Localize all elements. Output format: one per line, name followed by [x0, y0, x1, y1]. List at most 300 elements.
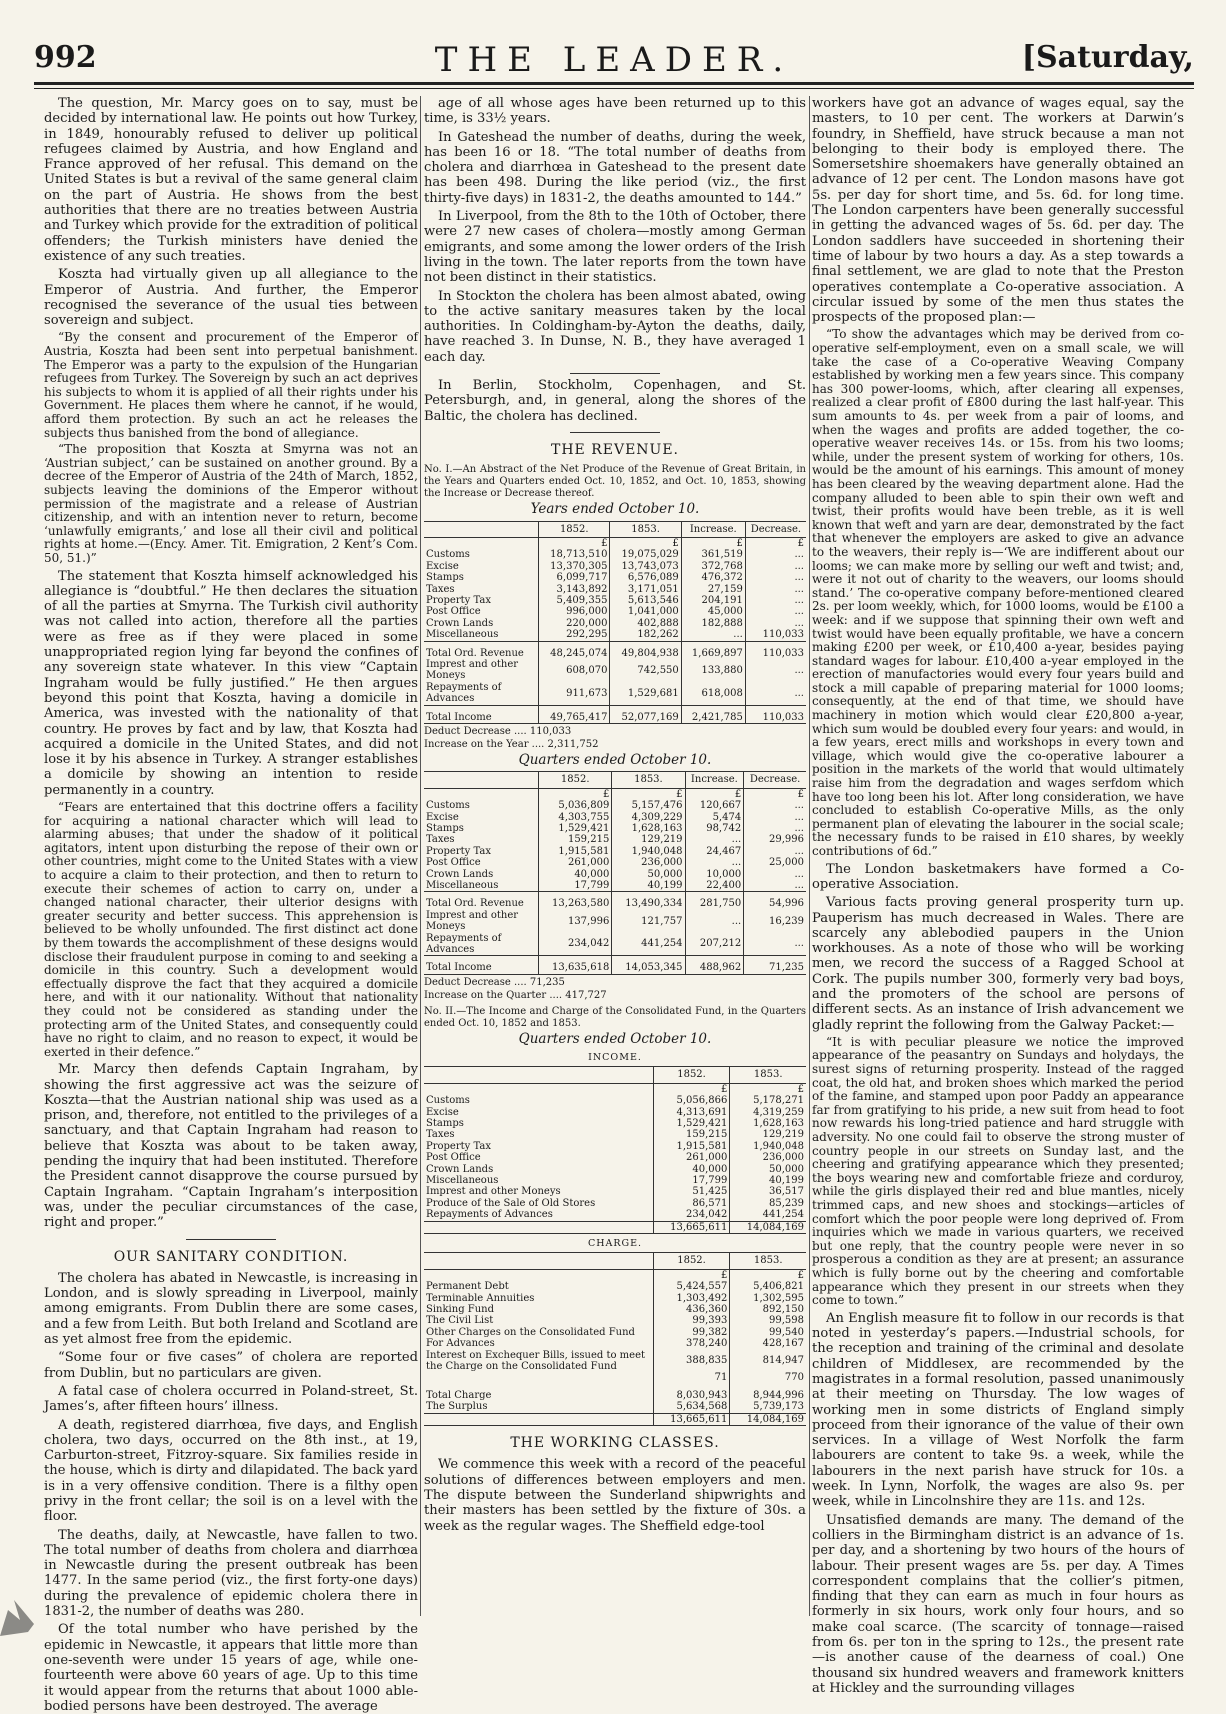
table-body	[424, 788, 806, 974]
section-rule	[570, 432, 660, 433]
quotation: “The proposition that Koszta at Smyrna was not an ‘Austrian subject,’ can be sustained on another ground. By a decree of the Emperor of Austria of the 24th of March, 1852, subjects leaving the dominions of the Emperor without permission of the magistrate and a release of Austrian citizenship, and with an intention never to return, become ‘unlawfully emigrants,’ and lose all their civil and political rights at home.—(Ency. Amer. Tit. Emigration, 2 Kent’s Com. 50, 51.)”	[44, 442, 418, 565]
table-section-label: CHARGE.	[587, 1238, 643, 1250]
table-cell: 261,000	[539, 857, 612, 868]
table-cell: 236,000	[730, 1152, 806, 1163]
table-cell: 13,490,334	[612, 892, 685, 910]
table-cell: ...	[744, 869, 806, 880]
table-header: 1852.	[539, 772, 612, 788]
total-line: Deduct Decrease .... 71,235	[424, 976, 565, 988]
paragraph: The deaths, daily, at Newcastle, have fallen to two. The total number of deaths from cholera and diarrhœa in Newcastle during the present outbreak has been 1477. In the same period (viz., the first forty-one days) during the prevalence of epidemic cholera there in 1831-2, the number of deaths was 280.	[44, 1527, 418, 1620]
row-label: Taxes	[426, 1129, 455, 1141]
table-cell: 13,263,580	[539, 892, 612, 910]
column-1	[44, 96, 418, 1714]
table-cell: 4,309,229	[612, 812, 685, 823]
row-label: Other Charges on the Consolidated Fund	[426, 1326, 635, 1338]
table-subtitle: Quarters ended October 10.	[518, 1030, 712, 1047]
row-label: Permanent Debt	[426, 1281, 509, 1293]
table-row	[424, 618, 806, 629]
section-heading-working-classes: THE WORKING CLASSES.	[510, 1435, 720, 1452]
table-row	[424, 1315, 806, 1326]
paragraph: Unsatisfied demands are many. The demand of the colliers in the Birmingham district is an advance of 1s. per day, and a shortening by two hours of the hours of labour. Their present wages are 5s. per day. A Times correspondent complains that the collier’s pitmen, finding that they can earn as much in four hours as formerly in six hours, work only four hours, and so make coal scarce. (The scarcity of tonnage—raised from 6s. per ton in the spring to 12s., the present rate—is another cause of the dearness of coal.) One thousand six hundred weavers and framework knitters at Hickley and the surrounding villages	[812, 1512, 1184, 1696]
row-label: Crown Lands	[426, 617, 494, 629]
row-label: Taxes	[426, 834, 455, 846]
table-cell: 14,084,169	[730, 1413, 806, 1425]
table-cell: 40,199	[730, 1175, 806, 1186]
quotation: “To show the advantages which may be derived from co-operative self-employment, even on a small scale, we will take the case of a Co-operative Weaving Company established by working men a few years since. This company has 300 power-looms, which, after clearing all expenses, realized a clear profit of £800 during the last half-year. This sum amounts to 4s. per week from a pair of looms, and when the wages and profits are added together, the co-operative weaver receives 14s. or 15s. from his two looms; while, under the present system of working for others, 10s. would be the amount of his earnings. This amount of money has been cleared by the weaving department alone. Had the company alluded to been able to spin their own weft and twist, their profits would have been treble, as it is well known that weft and yarn are dear, demonstrated by the fact that whenever the employers are asked to give an advance to the weavers, their reply is—‘We are indifferent about our looms; we can make more by selling our weft and twist; and, were it not out of charity to the weavers, our looms should stand.’ The co-operative company before-mentioned cleared 2s. per loom weekly, which, for 1000 looms, would be £100 a week: and if we suppose that spinning their own weft and twist would have been equally profitable, we have a concern making £200 per week, or £10,400 a-year, besides paying standard wages for labour. £10,400 a-year employed in the erection of manufactories would every four years build and stock a mill capable of preparing material for 1000 looms; consequently, at the end of that time, we should have machinery in motion which would clear £20,800 a-year, which sum would be doubled every four years: and would, in a few years, erect mills and workshops in every town and village, which would give the co-operative labourer a position in the markets of the world that would ultimately raise him from the degradation and wages serfdom which have too long been his lot. After long consideration, we have concluded to establish Co-operative Mills, as the only permanent plan of elevating the labourer in the social scale; the necessary funds to be raised in £10 shares, by weekly contributions of 6d.”	[812, 327, 1184, 859]
row-label	[424, 1083, 653, 1095]
table-cell: 441,254	[730, 1209, 806, 1221]
table-cell: 1,915,581	[539, 846, 612, 857]
table-cell: 6,099,717	[539, 572, 610, 583]
table-cell: ...	[744, 846, 806, 857]
row-label	[424, 1372, 653, 1383]
table-row	[424, 1141, 806, 1152]
table-cell: 129,219	[730, 1129, 806, 1140]
table-cell: 5,634,568	[653, 1401, 730, 1413]
paragraph: Mr. Marcy then defends Captain Ingraham, by showing the first aggressive act was the seizure of Koszta—that the Austrian national ship was used as a prison, and, therefore, not entitled to the privileges of a sanctuary, and that Captain Ingraham had reason to believe that Koszta was about to be taken away, pending the inquiry that had been instituted. Therefore the President cannot disapprove the course pursued by Captain Ingraham. “Captain Ingraham’s interposition was, under the peculiar circumstances of the case, right and proper.”	[44, 1062, 418, 1231]
paragraph: The London basketmakers have formed a Co-operative Association.	[812, 861, 1184, 892]
table-cell: 50,000	[730, 1164, 806, 1175]
table-cell: ...	[745, 561, 806, 572]
paragraph: A death, registered diarrhœa, five days, and English cholera, two days, occurred on the 8th inst., at 19, Carburton-street, Fitzroy-square. Six families reside in the house, which is dirty and dilapidated. The back yard is in a very offensive condition. There is a filthy open privy in the front cellar; the soil is on a level with the floor.	[44, 1417, 418, 1525]
table-cell: 1,940,048	[612, 846, 685, 857]
table-cell: 236,000	[612, 857, 685, 868]
table-cell: 204,191	[681, 595, 745, 606]
table-cell: 1,529,421	[539, 823, 612, 834]
row-label: Interest on Exchequer Bills, issued to meet the Charge on the Consolidated Fund	[426, 1349, 645, 1373]
table-cell: 5,409,355	[539, 595, 610, 606]
table-row	[424, 641, 806, 659]
table-cell: 133,880	[681, 659, 745, 682]
table-row	[424, 1129, 806, 1140]
row-label: Sinking Fund	[426, 1304, 494, 1316]
table-cell: 19,075,029	[610, 549, 681, 560]
row-label: Imprest and other Moneys	[426, 909, 519, 933]
table-header-row	[424, 1067, 806, 1083]
table-row	[424, 823, 806, 834]
table-header: Decrease.	[744, 772, 806, 788]
table-cell: 5,424,557	[653, 1281, 730, 1292]
table-cell: 234,042	[539, 933, 612, 956]
table-cell: 99,598	[730, 1315, 806, 1326]
page-corner-feather	[0, 1580, 60, 1636]
table-cell: 6,576,089	[610, 572, 681, 583]
table-cell: 892,150	[730, 1304, 806, 1315]
table-cell: ...	[744, 880, 806, 892]
table-cell: 4,303,755	[539, 812, 612, 823]
table-cell: 441,254	[612, 933, 685, 956]
row-label	[424, 1269, 653, 1281]
paragraph: An English measure fit to follow in our records is that noted in yesterday’s papers.—Industrial schools, for the reception and training of the criminal and desolate children of Middlesex, are recommended by the magistrates in a formal resolution, passed unanimously at their meeting on Thursday. The low wages of working men in some districts of England simply proceed from their ignorance of the value of their own services. In a village of West Norfolk the farm labourers are content to take 9s. a week, while the labourers in the next parish have struck for 10s. a week. In Lynn, Norfolk, the wages are also 9s. per week, while in Lincolnshire they are 11s. and 12s.	[812, 1310, 1184, 1510]
table-cell: 1,529,421	[653, 1118, 730, 1129]
row-label: Terminable Annuities	[426, 1292, 535, 1304]
row-label: Total Ord. Revenue	[424, 641, 539, 659]
row-label: Produce of the Sale of Old Stores	[426, 1197, 596, 1209]
row-label: Total Ord. Revenue	[424, 892, 539, 910]
row-label: Customs	[426, 1095, 470, 1107]
table-row	[424, 537, 806, 549]
table-cell: 129,219	[612, 834, 685, 845]
table-row	[424, 1186, 806, 1197]
table-cell: 54,996	[744, 892, 806, 910]
table-body	[424, 1269, 806, 1425]
table-cell: ...	[745, 584, 806, 595]
total-value: 71,235	[529, 976, 565, 988]
table-cell: ...	[685, 910, 744, 933]
table-row	[424, 1401, 806, 1413]
paragraph: We commence this week with a record of the peaceful solutions of differences between employers and men. The dispute between the Sunderland shipwrights and their masters has been settled by the fixture of 30s. a week as the regular wages. The Sheffield edge-tool	[424, 1457, 806, 1534]
table-row	[424, 1152, 806, 1163]
paragraph: Various facts proving general prosperity turn up. Pauperism has much decreased in Wales. There are scarcely any ablebodied paupers in the Union workhouses. As a note of those who will be working men, we record the success of a Ragged School at Cork. The pupils number 300, formerly very bad boys, and the promoters of the school are persons of different sects. As an instance of Irish advancement we gladly reprint the following from the Galway Packet:—	[812, 895, 1184, 1033]
table-cell: 16,239	[744, 910, 806, 933]
table-cell: 52,077,169	[610, 705, 681, 723]
page-number: 992	[34, 40, 97, 75]
table-cell: 71,235	[744, 956, 806, 974]
table-cell: 99,540	[730, 1327, 806, 1338]
table-cell: 1,529,681	[610, 682, 681, 705]
paragraph: In Berlin, Stockholm, Copenhagen, and St. Petersburgh, and, in general, along the shores of the Baltic, the cholera has declined.	[424, 378, 806, 424]
table-cell: ...	[745, 595, 806, 606]
section-heading-revenue: THE REVENUE.	[550, 441, 680, 458]
paragraph: A fatal case of cholera occurred in Poland-street, St. James’s, after fifteen hours’ illness.	[44, 1383, 418, 1415]
table-cell: 110,033	[745, 629, 806, 641]
table-row	[424, 800, 806, 811]
table-row	[424, 606, 806, 617]
row-label: Property Tax	[426, 845, 491, 857]
paragraph: In Stockton the cholera has been almost abated, owing to the active sanitary measures taken by the local authorities. In Coldingham-by-Ayton the deaths, daily, have reached 3. In Dunse, N. B., they have averaged 1 each day.	[424, 288, 806, 365]
row-label: Miscellaneous	[426, 1175, 499, 1187]
table-cell: 110,033	[745, 705, 806, 723]
table-cell: 24,467	[685, 846, 744, 857]
table-header	[424, 1253, 653, 1269]
table-row	[424, 1175, 806, 1186]
section-heading-sanitary: OUR SANITARY CONDITION.	[113, 1248, 349, 1265]
table-cell: £	[685, 788, 744, 800]
row-label: Customs	[426, 549, 470, 561]
table-cell: 3,143,892	[539, 584, 610, 595]
table-header: 1853.	[730, 1067, 806, 1083]
column-divider	[809, 96, 810, 1616]
total-value: 2,311,752	[547, 739, 599, 751]
table-header: 1853.	[730, 1253, 806, 1269]
table-cell: ...	[685, 857, 744, 868]
table-cell: £	[744, 788, 806, 800]
table-row	[424, 1350, 806, 1373]
page-header	[34, 40, 1194, 80]
table-row	[424, 1338, 806, 1349]
table-cell: 45,000	[681, 606, 745, 617]
income-table	[424, 1066, 806, 1234]
table-cell: ...	[745, 659, 806, 682]
row-label: Repayments of Advances	[426, 681, 502, 705]
table-cell: 428,167	[730, 1338, 806, 1349]
column-2	[424, 96, 806, 1616]
table-cell: 261,000	[653, 1152, 730, 1163]
table-row	[424, 1118, 806, 1129]
table-cell: 48,245,074	[539, 641, 610, 659]
table-cell: 1,669,897	[681, 641, 745, 659]
table-cell: 488,962	[685, 956, 744, 974]
quotation: “By the consent and procurement of the Emperor of Austria, Koszta had been sent into perpetual banishment. The Emperor was a party to the expulsion of the Hungarian refugees from Turkey. The Sovereign by such an act deprives his subjects to whom it is applied of all their rights under his Government. He places them where he cannot, if he would, afford them protection. By such an act he releases the subjects thus banished from the bond of allegiance.	[44, 330, 418, 440]
table-cell: 86,571	[653, 1198, 730, 1209]
table-cell: 476,372	[681, 572, 745, 583]
table-row	[424, 892, 806, 910]
table-row	[424, 1327, 806, 1338]
table-cell: 17,799	[539, 880, 612, 892]
row-label: Taxes	[426, 583, 455, 595]
row-label: Excise	[426, 560, 459, 572]
table-cell: 5,474	[685, 812, 744, 823]
table-row	[424, 1164, 806, 1175]
table-header: 1853.	[610, 521, 681, 537]
table-cell: 3,171,051	[610, 584, 681, 595]
table-row	[424, 659, 806, 682]
table-header: 1853.	[612, 772, 685, 788]
newspaper-title: THE LEADER.	[434, 40, 794, 80]
table-cell: 8,944,996	[730, 1384, 806, 1401]
table-row	[424, 910, 806, 933]
table-cell: 207,212	[685, 933, 744, 956]
table-header: Decrease.	[745, 521, 806, 537]
table-cell: 71	[653, 1372, 730, 1383]
paragraph: “Some four or five cases” of cholera are reported from Dublin, but no particulars are given.	[44, 1350, 418, 1381]
quotation: “Fears are entertained that this doctrine offers a facility for acquiring a national character which will lead to alarming abuses; that under the shadow of it political agitators, intent upon disturbing the repose of their own or other countries, might come to the United States with a view to acquire a claim to their protection, and then to return to execute their schemes of action to carry on, under a changed national character, their ulterior designs with greater security and better success. This apprehension is believed to be wholly unfounded. The first distinct act done by them towards the accomplishment of these designs would disclose their fraudulent purpose in coming to and seeking a domicile in this country. Such a development would effectually disprove the fact that they acquired a domicile here, and with it our nationality. Without that nationality they could not be considered as standing under the protecting arm of the United States, and consequently could have no right to claim, and no reason to expect, it would be exerted in their defence.”	[44, 800, 418, 1059]
table-cell: £	[745, 537, 806, 549]
table-cell: 5,157,476	[612, 800, 685, 811]
table-cell: ...	[745, 549, 806, 560]
table-cell: ...	[744, 800, 806, 811]
table-cell: 388,835	[653, 1350, 730, 1373]
row-label: Stamps	[426, 822, 464, 834]
table-cell: 1,940,048	[730, 1141, 806, 1152]
table-cell: 814,947	[730, 1350, 806, 1373]
table-cell: 27,159	[681, 584, 745, 595]
table-row	[424, 1413, 806, 1425]
table-cell: 2,421,785	[681, 705, 745, 723]
table-header-row	[424, 1253, 806, 1269]
total-line: Increase on the Quarter .... 417,727	[424, 989, 607, 1001]
table-cell: 120,667	[685, 800, 744, 811]
table-cell: 742,550	[610, 659, 681, 682]
table-cell: 770	[730, 1372, 806, 1383]
header-rule-thick	[34, 82, 1194, 85]
row-label: Stamps	[426, 572, 464, 584]
total-value: 110,033	[529, 726, 572, 738]
column-divider	[420, 96, 421, 1616]
table-cell: 22,400	[685, 880, 744, 892]
table-row	[424, 1095, 806, 1106]
table-header-row	[424, 521, 806, 537]
table-row	[424, 880, 806, 892]
table-cell: 13,370,305	[539, 561, 610, 572]
table-cell: £	[612, 788, 685, 800]
table-cell: 5,739,173	[730, 1401, 806, 1413]
table-cell: ...	[745, 606, 806, 617]
table-cell: 1,628,163	[612, 823, 685, 834]
paragraph: The statement that Koszta himself acknowledged his allegiance is “doubtful.” He then declares the situation of all the parties at Smyrna. The Turkish civil authority was not called into action, therefore all the parties were as free as if they were placed in some unappropriated region lying far beyond the confines of any sovereign state whatever. In this view “Captain Ingraham would be fully justified.” He then argues beyond this point that Koszta, having a domicile in America, was invested with the nationality of that country. He proves by fact and by law, that Koszta had acquired a domicile in the United States, and did not lose it by his absence in Turkey. A stranger establishes a domicile by showing an intention to reside permanently in a country.	[44, 568, 418, 798]
row-label: Customs	[426, 800, 470, 812]
table-row	[424, 846, 806, 857]
table-cell: £	[539, 537, 610, 549]
table-caption: No. I.—An Abstract of the Net Produce of the Revenue of Great Britain, in the Years and Quarters ended Oct. 10, 1852, and Oct. 10, 1853, showing the Increase or Decrease thereof.	[424, 464, 806, 500]
table-cell: 159,215	[539, 834, 612, 845]
table-cell: 8,030,943	[653, 1384, 730, 1401]
column-3	[812, 96, 1184, 1696]
total-label: Increase on the Year	[424, 739, 529, 751]
row-label	[424, 1221, 653, 1233]
row-label	[424, 1413, 653, 1425]
row-label: Imprest and other Moneys	[426, 659, 519, 682]
paragraph: In Gateshead the number of deaths, during the week, has been 16 or 18. “The total number of deaths from cholera and diarrhœa in Gateshead to the present date has been 498. During the like period (viz., the first thirty-five days) in 1831-2, the deaths amounted to 144.”	[424, 129, 806, 206]
table-cell: ...	[744, 823, 806, 834]
total-value: 417,727	[565, 989, 607, 1001]
table-header: Increase.	[681, 521, 745, 537]
table-row	[424, 1107, 806, 1118]
table-cell: 182,888	[681, 618, 745, 629]
table-row	[424, 1083, 806, 1095]
table-cell: 40,199	[612, 880, 685, 892]
table-cell: 14,053,345	[612, 956, 685, 974]
row-label	[424, 537, 539, 549]
table-row	[424, 788, 806, 800]
table-cell: 51,425	[653, 1186, 730, 1197]
table-cell: 618,008	[681, 682, 745, 705]
table-row	[424, 549, 806, 560]
table-cell: 1,303,492	[653, 1293, 730, 1304]
table-header	[424, 1067, 653, 1083]
row-label: Miscellaneous	[426, 879, 499, 891]
table-cell: 40,000	[539, 869, 612, 880]
table-cell: 361,519	[681, 549, 745, 560]
table-cell: 182,262	[610, 629, 681, 641]
table-row	[424, 834, 806, 845]
table-cell: £	[730, 1269, 806, 1281]
table-header: 1852.	[653, 1253, 730, 1269]
table-cell: ...	[744, 812, 806, 823]
table-row	[424, 1198, 806, 1209]
table-cell: 10,000	[685, 869, 744, 880]
table-cell: 5,178,271	[730, 1095, 806, 1106]
table-cell: 5,056,866	[653, 1095, 730, 1106]
table-header-row	[424, 772, 806, 788]
row-label	[424, 788, 539, 800]
table-cell: £	[539, 788, 612, 800]
table-cell: 121,757	[612, 910, 685, 933]
table-row	[424, 1304, 806, 1315]
total-label: Increase on the Quarter	[424, 989, 547, 1001]
total-line: Increase on the Year .... 2,311,752	[424, 739, 599, 751]
table-subtitle: Years ended October 10.	[530, 501, 700, 518]
table-cell: 4,313,691	[653, 1107, 730, 1118]
table-cell: £	[681, 537, 745, 549]
row-label: Total Income	[424, 705, 539, 723]
row-label: Post Office	[426, 606, 481, 618]
section-rule	[186, 1239, 276, 1240]
table-row	[424, 682, 806, 705]
paragraph: The question, Mr. Marcy goes on to say, must be decided by international law. He points out how Turkey, in 1849, honourably refused to deliver up political refugees claimed by Austria, and how England and France approved of her refusal. This demand on the United States is but a revival of the same general claim on the part of Austria. He shows from the best authorities that there are no treaties between Austria and Turkey which provide for the extradition of political offenders; the Turkish ministers have denied the existence of any such treaties.	[44, 96, 418, 264]
row-label: The Surplus	[426, 1401, 488, 1413]
row-label: Repayments of Advances	[426, 932, 502, 956]
table-row	[424, 956, 806, 974]
table-cell: 372,768	[681, 561, 745, 572]
table-cell: 5,036,809	[539, 800, 612, 811]
row-label: Imprest and other Moneys	[426, 1186, 561, 1198]
table-row	[424, 561, 806, 572]
table-cell: 4,319,259	[730, 1107, 806, 1118]
table-header: 1852.	[653, 1067, 730, 1083]
total-label: Deduct Decrease	[424, 726, 511, 738]
table-row	[424, 705, 806, 723]
table-cell: ...	[745, 618, 806, 629]
total-label: Deduct Decrease	[424, 976, 511, 988]
row-label: Post Office	[426, 857, 481, 869]
table-cell: 281,750	[685, 892, 744, 910]
paragraph: In Liverpool, from the 8th to the 10th of October, there were 27 new cases of cholera—mostly among German emigrants, and some among the lower orders of the Irish living in the town. The later reports from the town have not been distinct in their statistics.	[424, 209, 806, 286]
table-subtitle: Quarters ended October 10.	[518, 752, 712, 769]
table-cell: 85,239	[730, 1198, 806, 1209]
table-cell: 13,665,611	[653, 1221, 730, 1233]
table-cell: 13,665,611	[653, 1413, 730, 1425]
table-row	[424, 812, 806, 823]
row-label: Crown Lands	[426, 1163, 494, 1175]
table-cell: 40,000	[653, 1164, 730, 1175]
table-cell: 98,742	[685, 823, 744, 834]
table-cell: 25,000	[744, 857, 806, 868]
revenue-years-table	[424, 521, 806, 725]
table-caption: No. II.—The Income and Charge of the Consolidated Fund, in the Quarters ended Oct. 10, 1852 and 1853.	[424, 1005, 806, 1029]
table-row	[424, 572, 806, 583]
table-cell: 1,915,581	[653, 1141, 730, 1152]
table-cell: £	[610, 537, 681, 549]
table-cell: 29,996	[744, 834, 806, 845]
table-cell: 378,240	[653, 1338, 730, 1349]
table-cell: 99,382	[653, 1327, 730, 1338]
table-cell: 36,517	[730, 1186, 806, 1197]
table-cell: 13,635,618	[539, 956, 612, 974]
table-row	[424, 629, 806, 641]
table-cell: 234,042	[653, 1209, 730, 1221]
table-cell: 13,743,073	[610, 561, 681, 572]
paragraph: workers have got an advance of wages equal, say the masters, to 10 per cent. The workers at Darwin’s foundry, in Sheffield, have struck because a man not belonging to their body is employed there. The Somersetshire shoemakers have generally obtained an advance of 12 per cent. The London masons have got 5s. per day for short time, and 5s. 6d. for long time. The London carpenters have been generally successful in getting the advanced wages of 5s. 6d. per day. The London saddlers have succeeded in shortening their time of labour by two hours a day. As a step towards a final settlement, we are glad to note that the Preston operatives contemplate a Co-operative association. A circular issued by some of the men thus states the prospects of the proposed plan:—	[812, 96, 1184, 326]
table-cell: 402,888	[610, 618, 681, 629]
table-cell: 50,000	[612, 869, 685, 880]
table-body	[424, 1083, 806, 1233]
table-row	[424, 1221, 806, 1233]
table-cell: 49,765,417	[539, 705, 610, 723]
row-label: Stamps	[426, 1118, 464, 1130]
row-label: Excise	[426, 1106, 459, 1118]
table-cell: 137,996	[539, 910, 612, 933]
table-row	[424, 584, 806, 595]
table-cell: 220,000	[539, 618, 610, 629]
quotation: “It is with peculiar pleasure we notice the improved appearance of the peasantry on Sundays and holydays, the surest signs of returning prosperity. Instead of the ragged coat, the old hat, and broken shoes which marked the period of the famine, and stamped upon poor Paddy an appearance far from gratifying to his pride, a new suit from head to foot now rewards his long-tried patience and hard struggle with adversity. No one could fail to observe the strong muster of country people in our streets on Sunday last, and the cheering and gratifying appearance which they presented; the boys wearing new and comfortable frieze and corduroy, while the girls displayed their red and blue mantles, nicely trimmed caps, and new shoes and stockings—articles of comfort which the poor people were long deprived of. From inquiries which we made in various quarters, we received but one reply, that the country people were never in so prosperous a condition as they are at present; an assurance which is fully borne out by the cheering and comfortable appearance which they present in our streets when they come to town.”	[812, 1034, 1184, 1308]
table-cell: 18,713,510	[539, 549, 610, 560]
table-header: Increase.	[685, 772, 744, 788]
table-cell: 14,084,169	[730, 1221, 806, 1233]
row-label: Total Charge	[426, 1389, 492, 1401]
table-row	[424, 1293, 806, 1304]
table-cell: ...	[745, 572, 806, 583]
table-cell: ...	[685, 834, 744, 845]
row-label: Property Tax	[426, 594, 491, 606]
table-cell: 292,295	[539, 629, 610, 641]
table-cell: £	[653, 1083, 730, 1095]
table-body	[424, 537, 806, 723]
row-label: Property Tax	[426, 1140, 491, 1152]
table-cell: 1,041,000	[610, 606, 681, 617]
table-cell: 17,799	[653, 1175, 730, 1186]
table-row	[424, 933, 806, 956]
